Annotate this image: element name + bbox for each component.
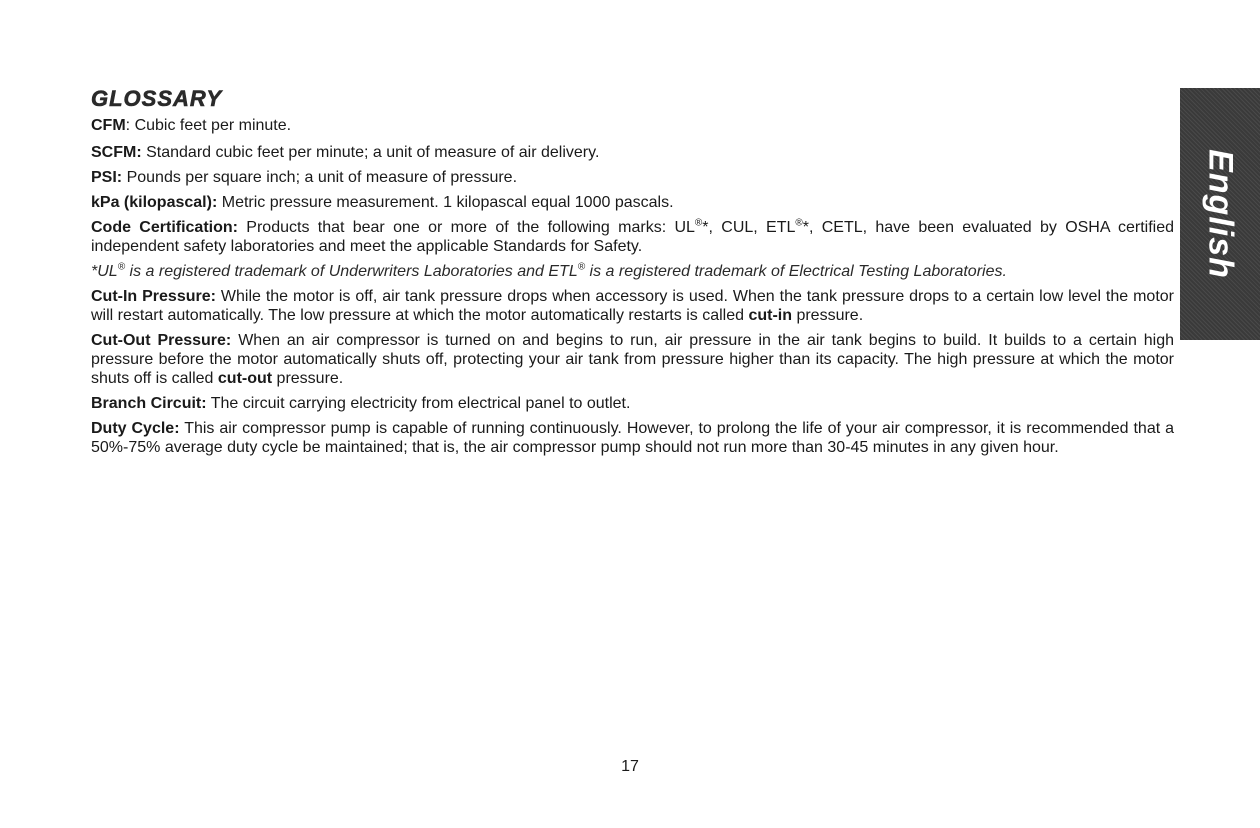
term-psi: PSI: <box>91 169 123 186</box>
term-kpa: kPa (kilopascal): <box>91 194 218 211</box>
glossary-page <box>91 86 1174 463</box>
term-separator: : <box>125 117 131 134</box>
registered-mark: ® <box>577 261 586 273</box>
definition-scfm: Standard cubic feet per minute; a unit of measure of air delivery. <box>146 144 600 161</box>
term-scfm: SCFM: <box>91 144 142 161</box>
term-cut-out-pressure: Cut-Out Pressure: <box>91 332 232 349</box>
registered-mark: ® <box>694 217 703 229</box>
definition-kpa: Metric pressure measurement. 1 kilopascal equal 1000 pascals. <box>221 194 674 211</box>
definition-cut-out-part-b: pressure. <box>276 370 344 387</box>
keyword-cut-in: cut-in <box>748 307 792 324</box>
term-branch-circuit: Branch Circuit: <box>91 395 207 412</box>
definition-code-certification-part-a: Products that bear one or more of the following marks: UL <box>246 219 695 236</box>
page-title: GLOSSARY <box>91 86 223 111</box>
keyword-cut-out: cut-out <box>217 370 273 387</box>
definition-cut-out-part-a: When an air compressor is turned on and begins to run, air pressure in the air tank begins to build. It builds to a certain high pressure before the motor automatically shuts off, protecting your air tank from pressure higher than its capacity. The high pressure at which the motor shuts off is called <box>91 332 1175 387</box>
definition-cut-in-part-b: pressure. <box>796 307 864 324</box>
definition-cut-in-part-a: While the motor is off, air tank pressure drops when accessory is used. When the tank pressure drops to a certain low level the motor will restart automatically. The low pressure at which the motor automatically restarts is called <box>91 288 1174 324</box>
definition-cfm: Cubic feet per minute. <box>134 117 292 134</box>
glossary-entry-code-certification <box>91 218 1174 256</box>
glossary-entry-scfm <box>91 143 1174 162</box>
trademark-note-part-a: *UL <box>91 263 118 280</box>
glossary-entry-duty-cycle <box>91 419 1174 457</box>
trademark-note-part-c: is a registered trademark of Electrical Testing Laboratories. <box>589 263 1007 280</box>
definition-psi: Pounds per square inch; a unit of measure of pressure. <box>126 169 518 186</box>
definition-branch-circuit: The circuit carrying electricity from electrical panel to outlet. <box>210 395 631 412</box>
term-code-certification: Code Certification: <box>91 219 238 236</box>
glossary-entry-cfm <box>91 116 1174 135</box>
definition-duty-cycle: This air compressor pump is capable of running continuously. However, to prolong the life of your air compressor, it is recommended that a 50%-75% average duty cycle be maintained; that is, the air compressor pump should not run more than 30-45 minutes in any given hour. <box>91 420 1175 456</box>
registered-mark: ® <box>795 217 803 229</box>
glossary-entry-psi <box>91 168 1174 187</box>
term-cfm: CFM <box>91 117 126 134</box>
language-side-tab <box>1180 88 1260 340</box>
glossary-entry-branch-circuit <box>91 394 1174 413</box>
registered-mark: ® <box>117 261 126 273</box>
glossary-entry-cut-out-pressure <box>91 331 1174 388</box>
language-tab-label: English <box>1201 149 1240 279</box>
glossary-entry-cut-in-pressure <box>91 287 1174 325</box>
term-duty-cycle: Duty Cycle: <box>91 420 180 437</box>
trademark-note <box>91 262 1174 281</box>
term-cut-in-pressure: Cut-In Pressure: <box>91 288 216 305</box>
trademark-note-part-b: is a registered trademark of Underwriters Laboratories and ETL <box>129 263 578 280</box>
glossary-entry-kpa <box>91 193 1174 212</box>
definition-code-certification-part-b: *, CUL, ETL <box>702 219 796 236</box>
page-number: 17 <box>621 758 639 775</box>
definition-code-certification-part-c: *, CETL, have been evaluated by OSHA certified independent safety laboratories and meet the applicable Standards for Safety. <box>91 219 1174 255</box>
